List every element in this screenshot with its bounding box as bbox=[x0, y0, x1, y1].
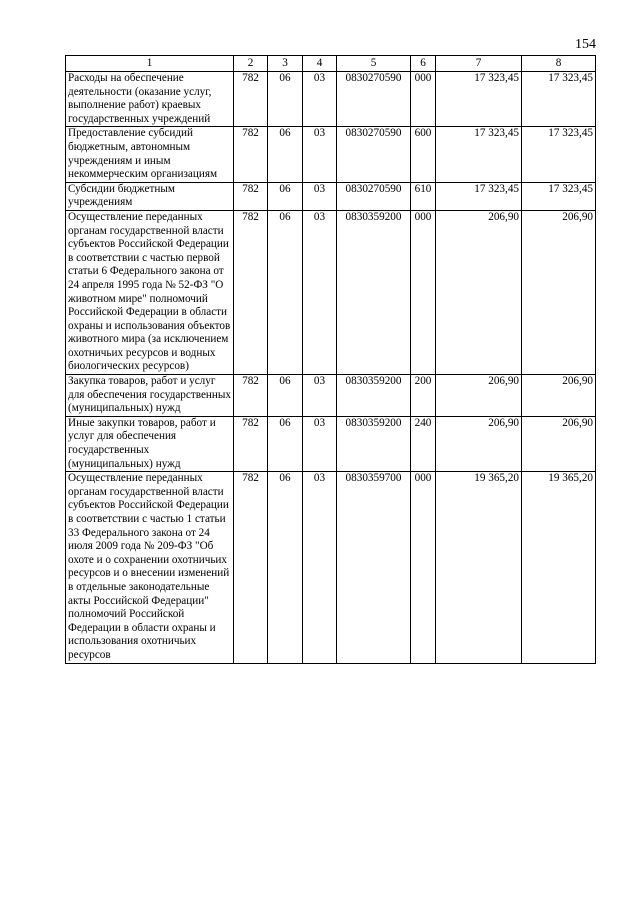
row-target-article-code: 0830359200 bbox=[337, 416, 411, 471]
row-section-code: 06 bbox=[268, 72, 303, 127]
row-ved-code: 782 bbox=[234, 127, 268, 182]
row-amount-col7: 17 323,45 bbox=[436, 182, 522, 210]
row-amount-col8: 206,90 bbox=[522, 416, 596, 471]
row-ved-code: 782 bbox=[234, 416, 268, 471]
header-col-3: 3 bbox=[268, 56, 303, 72]
header-col-1: 1 bbox=[66, 56, 234, 72]
header-col-5: 5 bbox=[337, 56, 411, 72]
table-row bbox=[66, 72, 596, 127]
row-description: Предоставление субсидий бюджетным, автономным учреждениям и иным некоммерческим организациям bbox=[66, 127, 234, 182]
row-target-article-code: 0830359200 bbox=[337, 210, 411, 374]
page-number: 154 bbox=[575, 37, 596, 52]
row-target-article-code: 0830270590 bbox=[337, 127, 411, 182]
header-row bbox=[66, 56, 596, 72]
row-section-code: 06 bbox=[268, 472, 303, 663]
row-section-code: 06 bbox=[268, 210, 303, 374]
row-expense-type-code: 200 bbox=[411, 375, 436, 417]
table-row bbox=[66, 210, 596, 374]
row-amount-col7: 206,90 bbox=[436, 375, 522, 417]
row-description: Осуществление переданных органам государственной власти субъектов Российской Федерации в соответствии с частью первой статьи 6 Федерального закона от 24 апреля 1995 года № 52-ФЗ "О животном мире" полномочий Российской Федерации в области охраны и использования объектов животного мира (за исключением охотничьих ресурсов и водных биологических ресурсов) bbox=[66, 210, 234, 374]
row-amount-col8: 17 323,45 bbox=[522, 182, 596, 210]
row-description: Расходы на обеспечение деятельности (оказание услуг, выполнение работ) краевых государственных учреждений bbox=[66, 72, 234, 127]
row-ved-code: 782 bbox=[234, 375, 268, 417]
row-target-article-code: 0830270590 bbox=[337, 182, 411, 210]
header-col-4: 4 bbox=[303, 56, 337, 72]
row-description: Закупка товаров, работ и услуг для обеспечения государственных (муниципальных) нужд bbox=[66, 375, 234, 417]
row-ved-code: 782 bbox=[234, 210, 268, 374]
header-col-2: 2 bbox=[234, 56, 268, 72]
row-amount-col8: 17 323,45 bbox=[522, 127, 596, 182]
row-subsection-code: 03 bbox=[303, 210, 337, 374]
row-amount-col7: 17 323,45 bbox=[436, 72, 522, 127]
row-section-code: 06 bbox=[268, 375, 303, 417]
row-amount-col7: 19 365,20 bbox=[436, 472, 522, 663]
table-row bbox=[66, 182, 596, 210]
row-amount-col8: 19 365,20 bbox=[522, 472, 596, 663]
row-expense-type-code: 000 bbox=[411, 72, 436, 127]
row-description: Осуществление переданных органам государственной власти субъектов Российской Федерации в соответствии с частью 1 статьи 33 Федерального закона от 24 июля 2009 года № 209-ФЗ "Об охоте и о сохранении охотничьих ресурсов и о внесении изменений в отдельные законодательные акты Российской Федерации" полномочий Российской Федерации в области охраны и использования охотничьих ресурсов bbox=[66, 472, 234, 663]
row-expense-type-code: 240 bbox=[411, 416, 436, 471]
budget-table bbox=[65, 55, 596, 664]
row-section-code: 06 bbox=[268, 416, 303, 471]
row-amount-col8: 206,90 bbox=[522, 210, 596, 374]
row-section-code: 06 bbox=[268, 127, 303, 182]
table-row bbox=[66, 472, 596, 663]
table-row bbox=[66, 416, 596, 471]
row-target-article-code: 0830359700 bbox=[337, 472, 411, 663]
row-subsection-code: 03 bbox=[303, 472, 337, 663]
row-subsection-code: 03 bbox=[303, 375, 337, 417]
row-amount-col7: 17 323,45 bbox=[436, 127, 522, 182]
table-row bbox=[66, 127, 596, 182]
header-col-6: 6 bbox=[411, 56, 436, 72]
row-section-code: 06 bbox=[268, 182, 303, 210]
row-target-article-code: 0830359200 bbox=[337, 375, 411, 417]
row-amount-col7: 206,90 bbox=[436, 210, 522, 374]
row-expense-type-code: 000 bbox=[411, 472, 436, 663]
row-expense-type-code: 000 bbox=[411, 210, 436, 374]
row-amount-col7: 206,90 bbox=[436, 416, 522, 471]
row-description: Иные закупки товаров, работ и услуг для обеспечения государственных (муниципальных) нужд bbox=[66, 416, 234, 471]
row-expense-type-code: 600 bbox=[411, 127, 436, 182]
row-subsection-code: 03 bbox=[303, 182, 337, 210]
row-ved-code: 782 bbox=[234, 72, 268, 127]
row-amount-col8: 17 323,45 bbox=[522, 72, 596, 127]
table-row bbox=[66, 375, 596, 417]
row-ved-code: 782 bbox=[234, 182, 268, 210]
row-amount-col8: 206,90 bbox=[522, 375, 596, 417]
row-subsection-code: 03 bbox=[303, 416, 337, 471]
row-subsection-code: 03 bbox=[303, 127, 337, 182]
row-target-article-code: 0830270590 bbox=[337, 72, 411, 127]
row-expense-type-code: 610 bbox=[411, 182, 436, 210]
header-col-7: 7 bbox=[436, 56, 522, 72]
row-description: Субсидии бюджетным учреждениям bbox=[66, 182, 234, 210]
row-subsection-code: 03 bbox=[303, 72, 337, 127]
header-col-8: 8 bbox=[522, 56, 596, 72]
row-ved-code: 782 bbox=[234, 472, 268, 663]
